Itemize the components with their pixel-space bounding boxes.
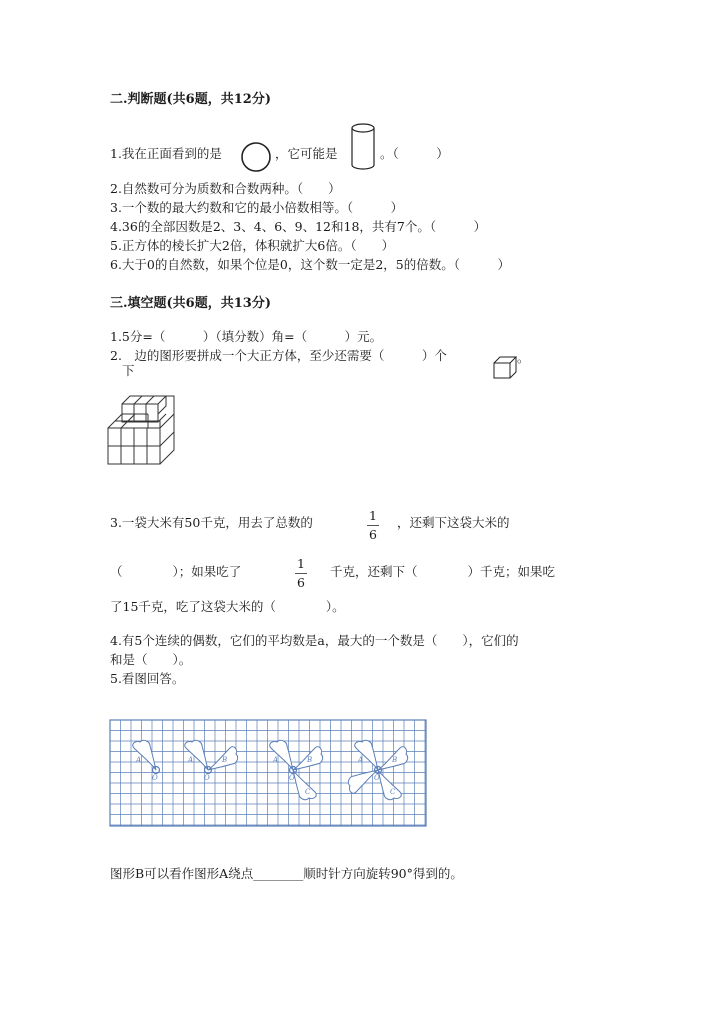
fraction-one-sixth	[367, 510, 379, 541]
judge-q6: 6.大于0的自然数，如果个位是0，这个数一定是2，5的倍数。（ ）	[110, 257, 510, 272]
fill-q4-line1: 4.有5个连续的偶数，它们的平均数是a，最大的一个数是（ ），它们的	[110, 633, 519, 648]
label-a: A	[358, 756, 364, 764]
fill-q3-part-a: 3.一袋大米有50千克，用去了总数的	[110, 515, 313, 530]
fill-q3-part-b: ，还剩下这袋大米的	[397, 515, 510, 530]
fraction-one-sixth-2	[295, 558, 307, 589]
cylinder-icon	[349, 122, 379, 172]
label-b: B	[392, 756, 398, 764]
fill-q3-part-e: 了15千克，吃了这袋大米的（ ）。	[110, 599, 345, 614]
circle-icon	[240, 141, 272, 173]
fill-q1: 1.5分=（ ）（填分数）角=（ ）元。	[110, 329, 383, 344]
judge-q3: 3.一个数的最大约数和它的最小倍数相等。（ ）	[110, 200, 404, 215]
fraction-numerator: 1	[295, 558, 307, 574]
judge-q1-suffix: 。（ ）	[380, 146, 449, 161]
label-c: C	[305, 788, 311, 796]
judge-q1-prefix: 1.我在正面看到的是	[110, 146, 222, 161]
section2-title: 二.判断题(共6题，共12分)	[110, 92, 271, 107]
judge-q5: 5.正方体的棱长扩大2倍，体积就扩大6倍。（ ）	[110, 238, 395, 253]
stacked-cubes-figure	[108, 396, 178, 466]
label-o: O	[289, 774, 295, 782]
fill-q2-line1: 2. 边的图形要拼成一个大正方体，至少还需要（ ）个	[110, 348, 447, 363]
judge-q2: 2.自然数可分为质数和合数两种。（ ）	[110, 181, 341, 196]
fraction-denominator: 6	[297, 574, 305, 590]
fill-q4-line2: 和是（ ）。	[110, 652, 192, 667]
fill-q3-part-c: （ ）；如果吃了	[110, 564, 242, 579]
label-a: A	[188, 756, 194, 764]
label-o: O	[204, 774, 210, 782]
label-o: O	[374, 774, 380, 782]
fill-q5-statement: 图形B可以看作图形A绕点________顺时针方向旋转90°得到的。	[110, 866, 463, 881]
fill-q5-title: 5.看图回答。	[110, 671, 185, 686]
label-b: B	[307, 756, 313, 764]
label-a: A	[273, 756, 279, 764]
judge-q1-mid: ，它可能是	[275, 146, 338, 161]
label-c: C	[390, 788, 396, 796]
label-a: A	[136, 756, 142, 764]
label-o: O	[152, 774, 158, 782]
small-cube-icon	[493, 356, 519, 380]
fill-q3-part-d: 千克，还剩下（ ）千克；如果吃	[330, 564, 556, 579]
judge-q4: 4.36的全部因数是2、3、4、6、9、12和18，共有7个。（ ）	[110, 219, 487, 234]
fill-q2-line2: 下	[122, 363, 135, 378]
fill-q2-dot: 。	[517, 350, 530, 365]
fraction-numerator: 1	[367, 510, 379, 526]
fraction-denominator: 6	[369, 526, 377, 542]
label-b: B	[222, 756, 228, 764]
section3-title: 三.填空题(共6题，共13分)	[110, 296, 271, 311]
rotation-grid-figure	[110, 720, 426, 826]
